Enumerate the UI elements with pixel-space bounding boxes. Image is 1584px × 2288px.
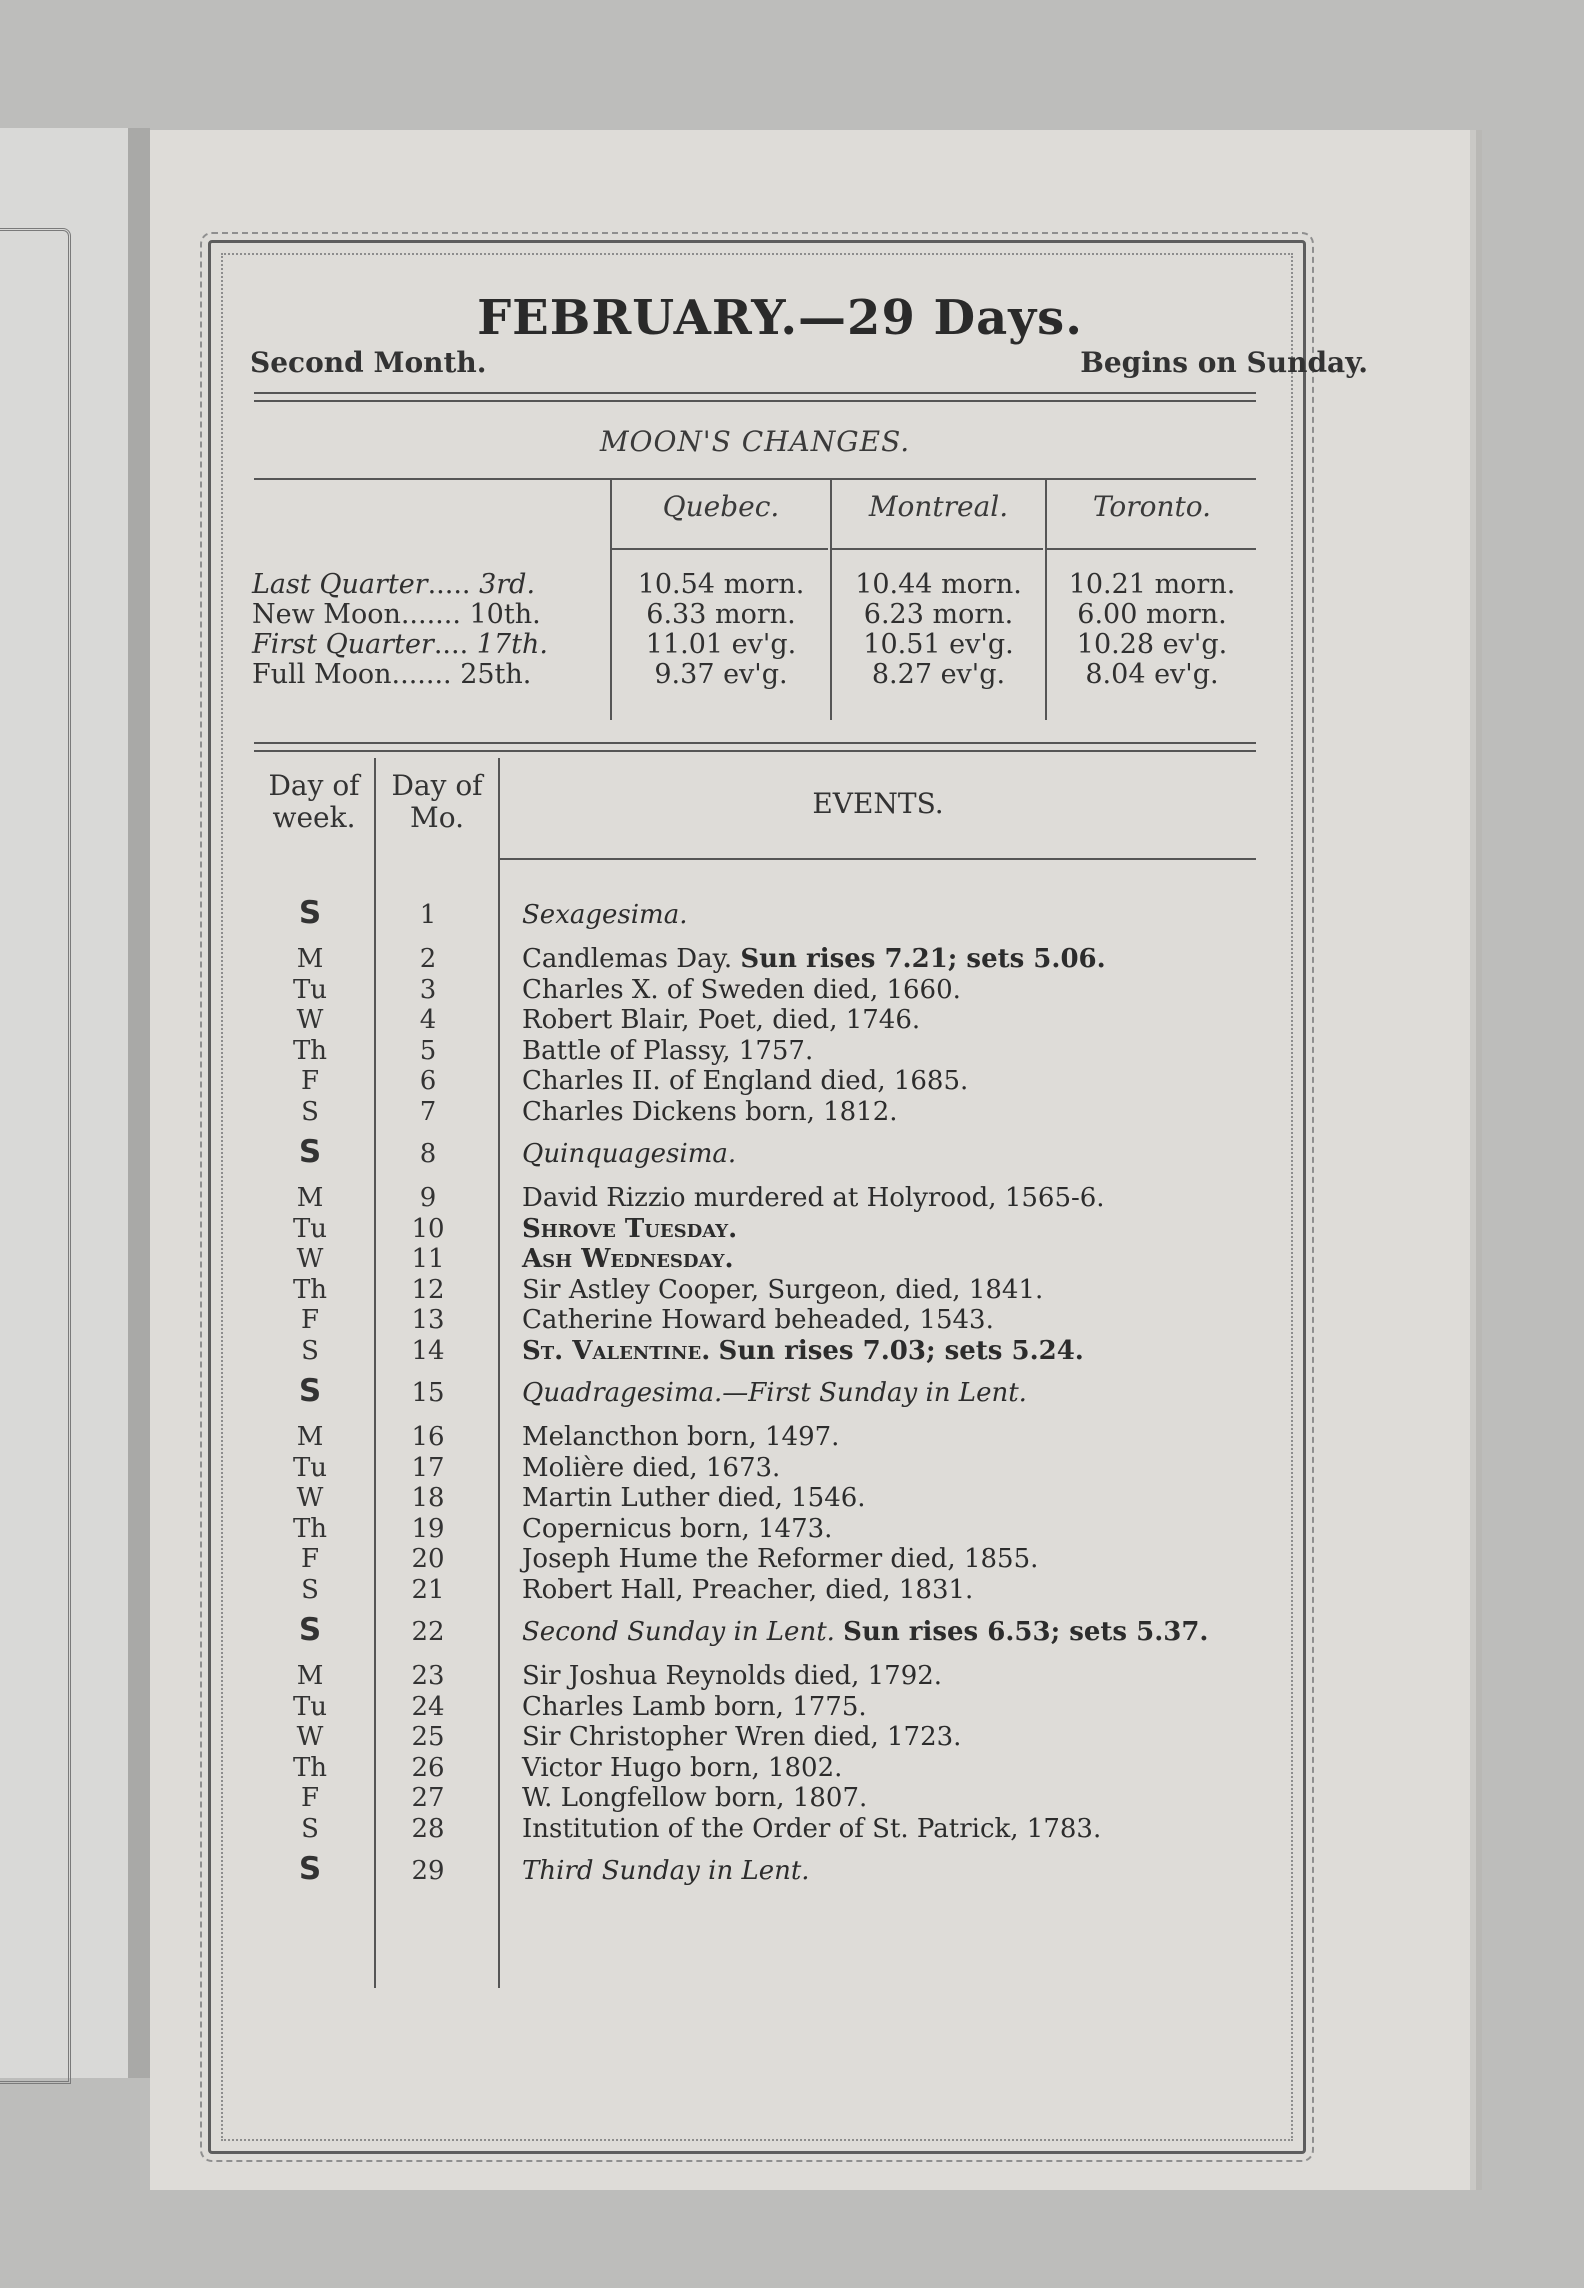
day-of-month: 29 bbox=[411, 1856, 445, 1886]
event-text: Quinquagesima. bbox=[522, 1139, 737, 1169]
day-of-week: F bbox=[300, 1544, 320, 1574]
event-text: David Rizzio murdered at Holyrood, 1565-6. bbox=[522, 1183, 1105, 1213]
day-of-week: S bbox=[298, 1851, 322, 1887]
event-text: Charles Lamb born, 1775. bbox=[522, 1691, 867, 1722]
day-of-week: W bbox=[296, 1244, 324, 1274]
book-gutter bbox=[128, 128, 150, 2078]
day-of-week: W bbox=[296, 1722, 324, 1752]
month-ordinal: Second Month. bbox=[250, 346, 487, 379]
day-of-week: S bbox=[301, 1813, 319, 1844]
day-of-month: 22 bbox=[411, 1617, 445, 1647]
day-of-month: 21 bbox=[411, 1574, 445, 1605]
day-of-week: S bbox=[298, 1134, 322, 1170]
day-of-week: S bbox=[301, 1335, 319, 1366]
event-text: Joseph Hume the Reformer died, 1855. bbox=[522, 1544, 1039, 1574]
event-text: Sir Joshua Reynolds died, 1792. bbox=[522, 1661, 943, 1691]
day-of-week: Tu bbox=[292, 974, 328, 1005]
day-of-month: 26 bbox=[411, 1752, 445, 1783]
event-text: W. Longfellow born, 1807. bbox=[522, 1783, 868, 1813]
event-text: Ash Wednesday. bbox=[522, 1244, 734, 1274]
event-text: Copernicus born, 1473. bbox=[522, 1513, 833, 1544]
moon-time-montreal: 10.44 morn. bbox=[855, 569, 1022, 600]
day-of-month: 11 bbox=[411, 1244, 445, 1274]
day-of-month: 8 bbox=[419, 1139, 437, 1169]
event-text: Second Sunday in Lent. Sun rises 6.53; sets 5.37. bbox=[522, 1617, 1209, 1647]
moon-time-toronto: 10.21 morn. bbox=[1068, 569, 1236, 600]
day-of-month: 27 bbox=[411, 1783, 445, 1813]
facing-page-border bbox=[0, 228, 71, 2084]
day-of-month: 9 bbox=[419, 1183, 437, 1213]
event-text: St. Valentine. Sun rises 7.03; sets 5.24. bbox=[522, 1335, 1084, 1366]
moon-time-quebec: 11.01 ev'g. bbox=[645, 629, 797, 660]
day-of-week: F bbox=[300, 1783, 320, 1813]
day-of-month: 4 bbox=[419, 1005, 437, 1035]
day-of-month: 6 bbox=[419, 1066, 437, 1096]
day-of-week: Th bbox=[292, 1513, 328, 1544]
day-of-week: Th bbox=[292, 1274, 328, 1305]
day-of-month: 18 bbox=[411, 1483, 445, 1513]
day-of-week: Tu bbox=[292, 1691, 328, 1722]
day-of-month: 5 bbox=[419, 1035, 437, 1066]
day-of-week: Tu bbox=[292, 1213, 328, 1244]
day-of-week: M bbox=[296, 1661, 324, 1691]
day-of-month: 25 bbox=[411, 1722, 445, 1752]
moon-phase-label: Full Moon....... 25th. bbox=[252, 659, 532, 690]
day-of-week: S bbox=[301, 1096, 319, 1127]
day-of-month: 20 bbox=[411, 1544, 445, 1574]
day-of-week: M bbox=[296, 944, 324, 974]
event-text: Candlemas Day. Sun rises 7.21; sets 5.06. bbox=[522, 944, 1106, 974]
day-of-month: 24 bbox=[411, 1691, 445, 1722]
moon-phase-label: First Quarter.... 17th. bbox=[252, 629, 548, 660]
moon-time-montreal: 6.23 morn. bbox=[863, 599, 1014, 630]
moon-changes-heading: MOON'S CHANGES. bbox=[599, 425, 911, 458]
day-of-week: M bbox=[296, 1183, 324, 1213]
day-of-month: 23 bbox=[411, 1661, 445, 1691]
day-of-week: F bbox=[300, 1305, 320, 1335]
event-text: Sir Astley Cooper, Surgeon, died, 1841. bbox=[522, 1274, 1044, 1305]
moon-time-montreal: 10.51 ev'g. bbox=[863, 629, 1014, 660]
moon-phase-label: New Moon....... 10th. bbox=[252, 599, 541, 630]
day-of-week: W bbox=[296, 1483, 324, 1513]
day-of-month: 19 bbox=[411, 1513, 445, 1544]
event-text: Third Sunday in Lent. bbox=[522, 1856, 810, 1886]
day-of-week: Th bbox=[292, 1752, 328, 1783]
calendar-page bbox=[150, 130, 1470, 2190]
facing-page bbox=[0, 128, 128, 2078]
event-text: Sexagesima. bbox=[522, 900, 688, 930]
day-of-week: S bbox=[301, 1574, 319, 1605]
col-day-of-week: Day of week. bbox=[268, 769, 360, 834]
col-montreal: Montreal. bbox=[868, 490, 1009, 523]
day-of-month: 17 bbox=[411, 1452, 445, 1483]
event-text: Molière died, 1673. bbox=[522, 1452, 781, 1483]
event-text: Charles Dickens born, 1812. bbox=[522, 1096, 898, 1127]
event-text: Robert Blair, Poet, died, 1746. bbox=[522, 1005, 921, 1035]
col-toronto: Toronto. bbox=[1092, 490, 1212, 523]
col-quebec: Quebec. bbox=[662, 490, 780, 523]
event-text: Quadragesima.—First Sunday in Lent. bbox=[522, 1378, 1027, 1408]
event-text: Martin Luther died, 1546. bbox=[522, 1483, 866, 1513]
event-text: Victor Hugo born, 1802. bbox=[522, 1752, 843, 1783]
day-of-week: S bbox=[298, 895, 322, 931]
day-of-week: S bbox=[298, 1373, 322, 1409]
day-of-week: S bbox=[298, 1612, 322, 1648]
day-of-month: 28 bbox=[411, 1813, 445, 1844]
moon-time-montreal: 8.27 ev'g. bbox=[871, 659, 1006, 690]
event-text: Charles II. of England died, 1685. bbox=[522, 1066, 969, 1096]
day-of-month: 1 bbox=[419, 900, 437, 930]
day-of-week: F bbox=[300, 1066, 320, 1096]
day-of-month: 15 bbox=[411, 1378, 445, 1408]
event-text: Sir Christopher Wren died, 1723. bbox=[522, 1722, 962, 1752]
day-of-month: 3 bbox=[419, 974, 437, 1005]
day-of-week: M bbox=[296, 1422, 324, 1452]
page-title: FEBRUARY.—29 Days. bbox=[477, 290, 1083, 346]
col-events: EVENTS. bbox=[812, 787, 944, 820]
moon-time-toronto: 6.00 morn. bbox=[1077, 599, 1227, 630]
event-text: Melancthon born, 1497. bbox=[522, 1422, 840, 1452]
day-of-month: 10 bbox=[411, 1213, 445, 1244]
day-of-month: 12 bbox=[411, 1274, 445, 1305]
moon-time-quebec: 9.37 ev'g. bbox=[654, 659, 788, 690]
moon-phase-label: Last Quarter..... 3rd. bbox=[252, 569, 536, 600]
day-of-month: 13 bbox=[411, 1305, 445, 1335]
col-day-of-month: Day of Mo. bbox=[391, 769, 483, 834]
moon-time-quebec: 6.33 morn. bbox=[646, 599, 796, 630]
event-text: Catherine Howard beheaded, 1543. bbox=[522, 1305, 994, 1335]
event-text: Charles X. of Sweden died, 1660. bbox=[522, 974, 961, 1005]
day-of-week: W bbox=[296, 1005, 324, 1035]
event-text: Robert Hall, Preacher, died, 1831. bbox=[522, 1574, 974, 1605]
day-of-month: 14 bbox=[411, 1335, 445, 1366]
event-text: Shrove Tuesday. bbox=[522, 1213, 738, 1244]
begins-on: Begins on Sunday. bbox=[1080, 346, 1368, 379]
event-text: Institution of the Order of St. Patrick, 1783. bbox=[522, 1813, 1102, 1844]
day-of-month: 2 bbox=[419, 944, 437, 974]
day-of-month: 7 bbox=[419, 1096, 437, 1127]
moon-time-quebec: 10.54 morn. bbox=[637, 569, 805, 600]
moon-time-toronto: 8.04 ev'g. bbox=[1085, 659, 1219, 690]
moon-time-toronto: 10.28 ev'g. bbox=[1076, 629, 1228, 660]
day-of-week: Tu bbox=[292, 1452, 328, 1483]
event-text: Battle of Plassy, 1757. bbox=[522, 1035, 814, 1066]
day-of-week: Th bbox=[292, 1035, 328, 1066]
day-of-month: 16 bbox=[411, 1422, 445, 1452]
